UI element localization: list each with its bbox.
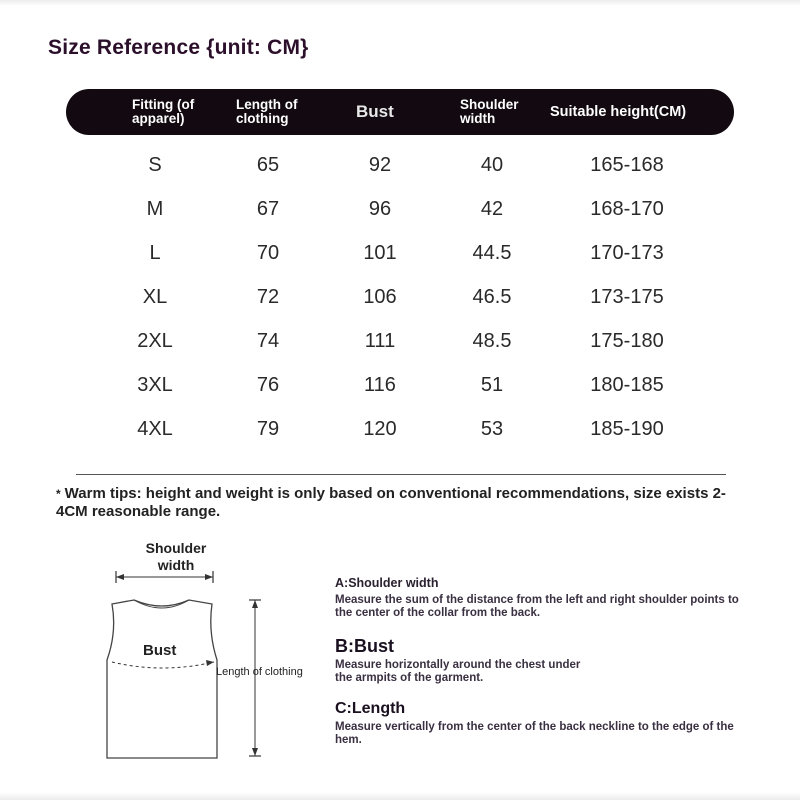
header-fitting-line2: apparel)	[132, 111, 185, 126]
header-length-line1: Length of	[236, 97, 298, 112]
cell-bust: 120	[363, 418, 397, 440]
tips-text: Warm tips: height and weight is only based on conventional recommendations, size exists 2-4CM reasonable range.	[56, 485, 726, 520]
cell-bust: 101	[363, 242, 397, 264]
header-shoulder-line2: width	[460, 111, 496, 126]
cell-size: M	[146, 198, 164, 220]
desc-shoulder-width	[335, 576, 755, 620]
cell-shoulder: 46.5	[472, 286, 512, 308]
cell-height: 185-190	[590, 418, 664, 440]
cell-size: 2XL	[137, 330, 173, 352]
cell-shoulder: 40	[480, 154, 504, 176]
cell-shoulder: 53	[480, 418, 504, 440]
cell-bust: 92	[368, 154, 392, 176]
tips-star: *	[56, 487, 61, 501]
cell-shoulder: 44.5	[472, 242, 512, 264]
desc-c-body: Measure vertically from the center of the back neckline to the edge of the hem.	[335, 721, 734, 746]
cell-length: 70	[256, 242, 280, 264]
header-fitting-line1: Fitting (of	[132, 97, 195, 112]
cell-size: S	[148, 154, 162, 176]
page-title: Size Reference {unit: CM}	[48, 36, 309, 59]
desc-b-body-line2: the armpits of the garment.	[335, 672, 484, 684]
shoulder-label-line2: width	[157, 557, 195, 573]
cell-bust: 111	[364, 330, 396, 352]
desc-b-body-line1: Measure horizontally around the chest under	[335, 659, 581, 671]
length-label: Length of clothing	[216, 666, 303, 678]
cell-shoulder: 42	[480, 198, 504, 220]
cell-shoulder: 48.5	[472, 330, 512, 352]
cell-bust: 96	[368, 198, 392, 220]
header-length-line2: clothing	[236, 111, 289, 126]
desc-a-body: Measure the sum of the distance from the left and right shoulder points to the center of the collar from the back.	[335, 594, 739, 619]
cell-length: 72	[256, 286, 280, 308]
desc-bust	[335, 636, 755, 685]
cell-bust: 106	[363, 286, 397, 308]
cell-length: 65	[256, 154, 280, 176]
shoulder-label-line1: Shoulder	[145, 540, 207, 556]
shoulder-width-arrow-icon	[116, 571, 213, 583]
cell-size: 3XL	[137, 374, 173, 396]
length-arrow-icon	[249, 600, 261, 756]
desc-c-heading: C:Length	[335, 700, 406, 717]
cell-height: 180-185	[590, 374, 664, 396]
cell-length: 79	[256, 418, 280, 440]
cell-length: 76	[256, 374, 280, 396]
bust-label: Bust	[143, 642, 177, 659]
cell-length: 74	[256, 330, 280, 352]
header-height: Suitable height(CM)	[550, 104, 687, 120]
cell-size: L	[149, 242, 161, 264]
cell-height: 168-170	[590, 198, 664, 220]
cell-height: 170-173	[590, 242, 664, 264]
cell-size: XL	[142, 286, 168, 308]
bust-arrow-icon	[112, 660, 214, 668]
desc-length	[335, 700, 755, 747]
cell-height: 165-168	[590, 154, 664, 176]
cell-height: 173-175	[590, 286, 664, 308]
cell-height: 175-180	[590, 330, 664, 352]
cell-size: 4XL	[137, 418, 173, 440]
desc-b-heading: B:Bust	[335, 636, 394, 656]
header-shoulder-line1: Shoulder	[460, 97, 519, 112]
desc-a-heading: A:Shoulder width	[335, 576, 439, 590]
cell-bust: 116	[364, 374, 396, 396]
cell-shoulder: 51	[480, 374, 504, 396]
garment-outline	[107, 600, 217, 758]
header-bust: Bust	[356, 102, 394, 121]
cell-length: 67	[256, 198, 280, 220]
